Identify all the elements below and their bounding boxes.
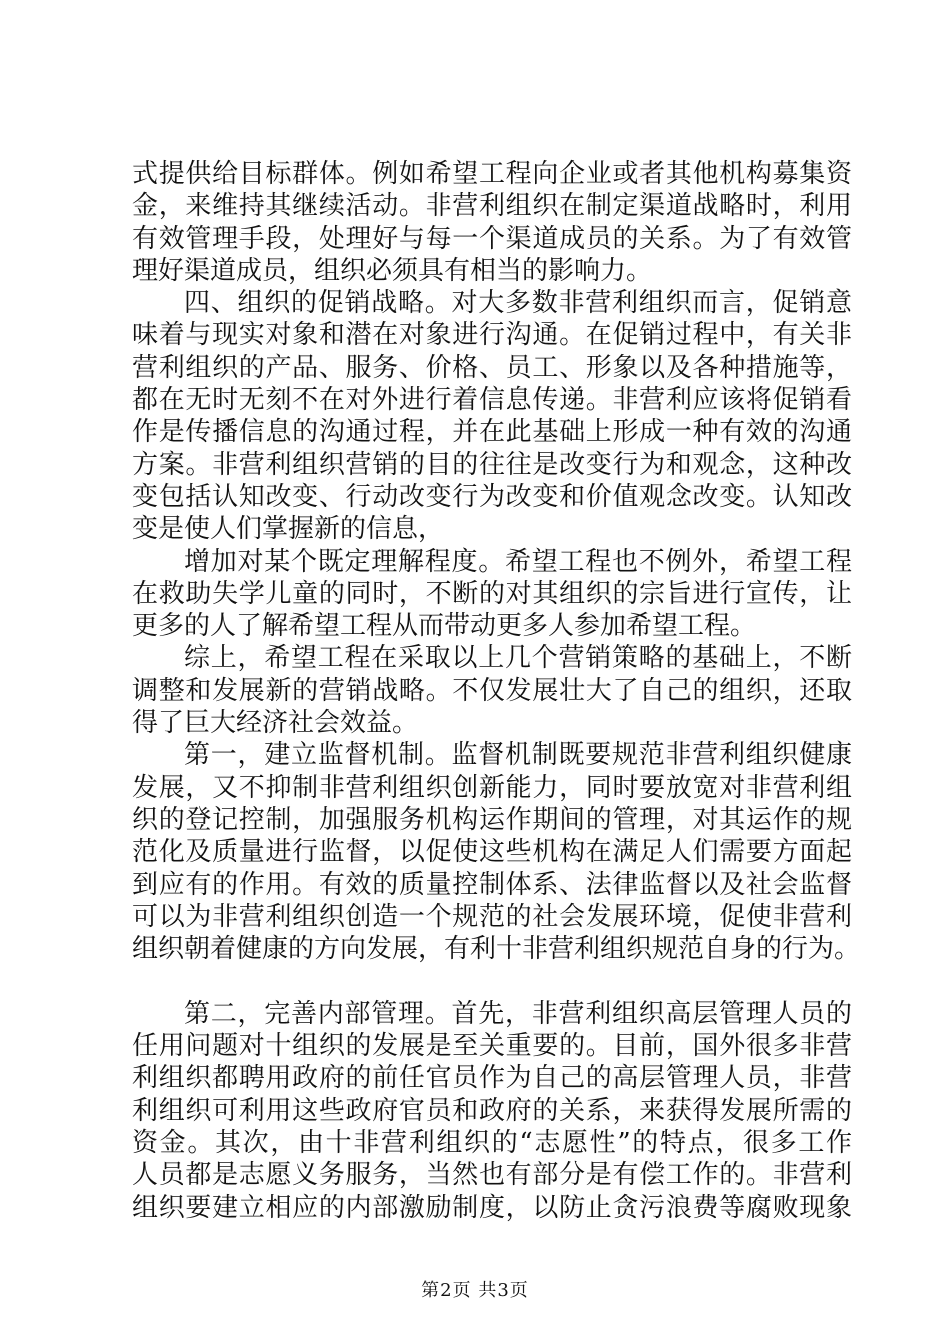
text-line: 发展，又不抑制非营利组织创新能力，同时要放宽对非营利组 [132, 772, 852, 803]
text-line: 得了巨大经济社会效益。 [132, 708, 419, 739]
text-line: 调整和发展新的营销战略。不仅发展壮大了自己的组织，还取 [132, 675, 852, 706]
text-line: 织的登记控制，加强服务机构运作期间的管理，对其运作的规 [132, 804, 852, 835]
text-line: 利组织都聘用政府的前任官员作为自己的高层管理人员，非营 [132, 1063, 852, 1094]
text-line: 资金。其次，由十非营利组织的“志愿性”的特点，很多工作 [132, 1127, 852, 1158]
text-line: 人员都是志愿义务服务，当然也有部分是有偿工作的。非营利 [132, 1160, 852, 1191]
paragraph-start-line: 第二，完善内部管理。首先，非营利组织高层管理人员的 [184, 998, 852, 1029]
text-line: 在救助失学儿童的同时，不断的对其组织的宗旨进行宣传，让 [132, 578, 852, 609]
text-line: 组织要建立相应的内部激励制度，以防止贪污浪费等腐败现象 [132, 1192, 852, 1223]
paragraph-start-line: 综上，希望工程在采取以上几个营销策略的基础上，不断 [184, 643, 852, 674]
text-line: 理好渠道成员，组织必须具有相当的影响力。 [132, 255, 653, 286]
text-line: 可以为非营利组织创造一个规范的社会发展环境，促使非营利 [132, 901, 852, 932]
text-line: 任用问题对十组织的发展是至关重要的。目前，国外很多非营 [132, 1031, 852, 1062]
text-line: 范化及质量进行监督，以促使这些机构在满足人们需要方面起 [132, 837, 852, 868]
paragraph-gap [132, 965, 852, 997]
text-line: 方案。非营利组织营销的目的往往是改变行为和观念，这种改 [132, 449, 852, 480]
text-line: 利组织可利用这些政府官员和政府的关系，来获得发展所需的 [132, 1095, 852, 1126]
text-line: 有效管理手段，处理好与每一个渠道成员的关系。为了有效管 [132, 223, 852, 254]
text-line: 都在无时无刻不在对外进行着信息传递。非营利应该将促销看 [132, 385, 852, 416]
paragraph-start-line: 增加对某个既定理解程度。希望工程也不例外，希望工程 [184, 546, 852, 577]
document-body [132, 158, 861, 1224]
page-number: 第2页 共3页 [421, 1280, 529, 1301]
text-line: 味着与现实对象和潜在对象进行沟通。在促销过程中，有关非 [132, 320, 852, 351]
text-line: 式提供给目标群体。例如希望工程向企业或者其他机构募集资 [132, 159, 852, 189]
text-line: 变包括认知改变、行动改变行为改变和价值观念改变。认知改 [132, 481, 852, 512]
text-line: 组织朝着健康的方向发展，有利十非营利组织规范自身的行为。 [132, 934, 861, 965]
text-line: 营利组织的产品、服务、价格、员工、形象以及各种措施等， [132, 352, 852, 383]
paragraph-start-line: 第一，建立监督机制。监督机制既要规范非营利组织健康 [184, 740, 852, 771]
text-line: 金，来维持其继续活动。非营利组织在制定渠道战略时，利用 [132, 191, 852, 222]
text-line: 变是使人们掌握新的信息， [132, 514, 445, 545]
text-line: 到应有的作用。有效的质量控制体系、法律监督以及社会监督 [132, 869, 852, 900]
text-line: 作是传播信息的沟通过程，并在此基础上形成一种有效的沟通 [132, 417, 852, 448]
paragraph-start-line: 四、组织的促销战略。对大多数非营利组织而言，促销意 [184, 288, 852, 319]
text-line: 更多的人了解希望工程从而带动更多人参加希望工程。 [132, 611, 757, 642]
